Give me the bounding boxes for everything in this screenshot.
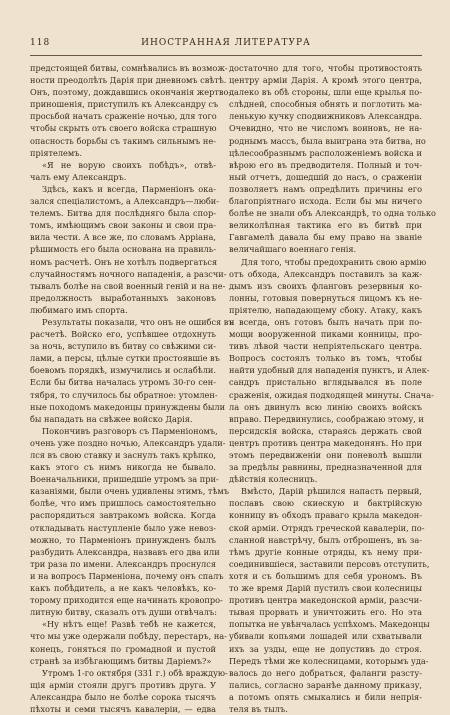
text-line: величайшаго военнаго генія. bbox=[229, 244, 357, 255]
text-line: ла онъ двинулъ всю линію своихъ войскъ bbox=[229, 401, 422, 412]
text-line: тивъ лѣвой части непріятельскаго центра. bbox=[229, 341, 422, 352]
text-line: хотя и съ большимъ для себя урономъ. Въ bbox=[229, 570, 422, 581]
text-line: предстоящей битвы, сомнѣвались въ возмож- bbox=[30, 63, 228, 73]
text-line: торому приходится еще начинать кровопро- bbox=[30, 595, 223, 606]
text-line: вѣрою его въ предводителя. Полный и точ- bbox=[229, 159, 422, 170]
text-line: болѣе не знали объ Александрѣ, то одна только bbox=[229, 208, 436, 219]
text-line: за предѣлы равнины, предназначенной для bbox=[229, 462, 422, 473]
text-line: тѣмъ другіе конные отряды, къ нему при- bbox=[229, 546, 422, 557]
text-line: персидскія войска, стараясь держать свой bbox=[229, 425, 422, 436]
left-column bbox=[30, 62, 234, 714]
text-line: слѣдней, способныя обнять и поглотить ма- bbox=[229, 99, 422, 110]
text-line: Если бы битва началась утромъ 30-го сен- bbox=[30, 377, 216, 388]
text-line: болѣе, что имъ пришлось самостоятельно bbox=[30, 498, 216, 509]
text-line: валось до него добраться, фаланги разсту- bbox=[229, 667, 422, 678]
text-line: лонны, готовыя повернуться лицомъ къ не- bbox=[229, 292, 422, 303]
text-line: а потомъ опять смыкались и били непрія- bbox=[229, 691, 422, 702]
text-line: противъ центра македонской арміи, разсчи- bbox=[229, 595, 422, 606]
text-line: номъ расчетѣ. Онъ не хотѣлъ подвергаться bbox=[30, 256, 218, 267]
text-line: Утромъ 1-го октября (331 г.) обѣ враждую- bbox=[42, 667, 228, 678]
text-line: роднымъ массъ, была выиграна эта битва, но bbox=[229, 135, 426, 146]
text-line: какъ этого съ нимъ никогда не бывало. bbox=[30, 462, 216, 473]
text-line: сланной навстрѣчу, былъ отброшенъ, въ за- bbox=[229, 534, 422, 545]
text-line: лся въ свою ставку и заснулъ такъ крѣпко, bbox=[30, 450, 216, 460]
text-line: ской арміи. Отрядъ греческой кавалеріи, по- bbox=[229, 522, 425, 533]
text-line: позволяетъ намъ опредѣлить причины его bbox=[229, 183, 422, 194]
text-line: приношенія, приступилъ къ Александру съ bbox=[30, 99, 219, 110]
page-number: 118 bbox=[30, 38, 51, 48]
text-line: и на вопросъ Парменіона, почему онъ спалъ bbox=[30, 570, 224, 581]
text-line: за ночь, вступило въ битву со свѣжими си- bbox=[30, 341, 216, 352]
text-line: Передъ тѣми же колесницами, которымъ уда- bbox=[229, 655, 429, 666]
text-line: тября, то случилось бы обратное: утомлен- bbox=[30, 389, 218, 400]
text-line: этомъ передвиженіи они поневолѣ вышли bbox=[229, 450, 422, 460]
text-line: сандръ пристально вглядывался въ поле bbox=[229, 377, 422, 388]
text-line: разбудить Александра, назвавъ его два или bbox=[30, 546, 220, 557]
text-line: распорядиться завтракомъ войска. Когда bbox=[30, 510, 216, 521]
text-line: конницу въ обходъ праваго крыла македон- bbox=[229, 510, 422, 521]
text-line: теля въ тылъ. bbox=[229, 703, 288, 714]
text-line: просьбой начать сраженіе ночью, для того bbox=[30, 111, 217, 122]
text-line: вила чести. А все же, по словамъ Арріана, bbox=[30, 232, 216, 243]
right-column bbox=[229, 62, 436, 714]
text-line: тывалъ болѣе на свой военный геній и на не- bbox=[30, 280, 226, 291]
text-line: дымъ изъ своихъ фланговъ резервныя ко- bbox=[229, 280, 422, 291]
text-line: какъ побѣдитель, а не какъ человѣкъ, ко- bbox=[30, 583, 216, 594]
text-line: пріятелю, нападающему сбоку. Атаку, какъ bbox=[229, 304, 422, 315]
text-line: Для того, чтобы предохранить свою армію bbox=[241, 256, 427, 267]
text-line: пѣхоты и семи тысячъ кавалеріи, — едва bbox=[30, 703, 216, 714]
text-line: боевомъ порядкѣ, измучились и ослабѣли. bbox=[30, 365, 216, 376]
text-line: найти удобный для нападенія пунктъ, и Алек- bbox=[229, 365, 430, 376]
text-line: то же время Дарій пустилъ свои колесницы bbox=[229, 583, 422, 594]
text-line: цѣлесообразнымъ расположеніемъ войска и bbox=[229, 147, 422, 158]
text-line: центру арміи Дарія. А кромѣ этого центра, bbox=[229, 75, 422, 86]
text-line: «Я не ворую своихъ побѣдъ», отвѣ- bbox=[42, 159, 216, 170]
text-line: любимаго имъ спорта. bbox=[30, 304, 128, 315]
text-line: достаточно для того, чтобы противостоять bbox=[229, 63, 422, 73]
text-line: Очевидно, что не числомъ воиновъ, не на- bbox=[229, 123, 422, 134]
text-line: томъ, имѣющимъ свои законы и свои пра- bbox=[30, 220, 216, 231]
text-line: пославъ свою скиѳскую и бактрійскую bbox=[229, 498, 422, 509]
text-line: благопріятнаго исхода. Если бы мы ничего bbox=[229, 196, 422, 207]
text-line: чалъ ему Александръ. bbox=[30, 171, 127, 182]
text-line: Вопросъ состоялъ только въ томъ, чтобы bbox=[229, 353, 422, 364]
header-rule bbox=[30, 55, 422, 56]
text-line: зался спеціалистомъ, а Александръ—люби- bbox=[30, 196, 219, 207]
text-line: тывая прорвать и уничтожить его. Но эта bbox=[229, 607, 422, 618]
text-line: рѣшимость его была основана на правиль- bbox=[30, 244, 216, 255]
text-line: бы нападать на свѣжее войско Дарія. bbox=[30, 413, 193, 424]
text-line: пріятелемъ. bbox=[30, 147, 83, 158]
text-line: Покончивъ разговоръ съ Парменіономъ, bbox=[42, 425, 218, 436]
text-line: лами, а персы, цѣлые сутки простоявшіе въ bbox=[30, 353, 220, 364]
text-line: опасность борьбы съ такимъ сильнымъ не- bbox=[30, 135, 216, 146]
text-line: странѣ за избѣгающимъ битвы Даріемъ?» bbox=[30, 655, 212, 666]
text-line: дѣйствія колесницъ. bbox=[229, 474, 318, 485]
text-line: Александра было не болѣе сорока тысячъ bbox=[30, 691, 216, 702]
text-line: телемъ. Битва для послѣдняго была спор- bbox=[30, 208, 216, 219]
text-line: центръ противъ центра македонянъ. Но при bbox=[229, 437, 422, 448]
text-line: ности преодолѣть Дарія при дневномъ свѣтѣ. bbox=[30, 75, 227, 86]
text-line: попытка не увѣнчалась успѣхомъ. Македонцы bbox=[229, 619, 430, 630]
text-line: ленькую кучку сподвижниковъ Александра. bbox=[229, 111, 422, 122]
text-line: что мы уже одержали побѣду, перестаръ, на- bbox=[30, 631, 227, 642]
text-line: Здѣсь, какъ и всегда, Парменіонъ ока- bbox=[42, 183, 216, 194]
text-line: Результаты показали, что онъ не ошибся въ bbox=[42, 316, 234, 327]
text-line: ные походомъ македонцы принуждены были bbox=[30, 401, 226, 412]
text-line: предолжность выработанныхъ законовъ bbox=[30, 292, 216, 303]
text-line: можно, то Парменіонъ принужденъ былъ bbox=[30, 534, 216, 545]
text-line: великолѣпная тактика его въ битвѣ при bbox=[229, 220, 422, 231]
text-line: откладывать наступленіе было уже невоз- bbox=[30, 522, 216, 533]
text-line: сраженія, ожидая подходящей минуты. Снача- bbox=[229, 389, 434, 400]
text-line: и всегда, онъ готовъ былъ начать при по- bbox=[229, 316, 422, 327]
text-line: казаніями, были очень удивлены этимъ, тѣмъ bbox=[30, 486, 229, 497]
text-line: Вмѣсто, Дарій рѣшился напасть первый, bbox=[241, 486, 422, 497]
text-line: щія арміи стояли другъ противъ друга. У bbox=[30, 679, 216, 690]
running-title: ИНОСТРАННАЯ ЛИТЕРАТУРА bbox=[141, 38, 311, 48]
text-line: «Ну нѣтъ еще! Развѣ тебѣ не кажется, bbox=[42, 619, 216, 630]
text-line: Военачальники, пришедшіе утромъ за при- bbox=[30, 474, 219, 485]
text-line: чтобы скрыть отъ своего войска страшную bbox=[30, 123, 217, 134]
text-line: литную битву, сказалъ отъ души отвѣчалъ: bbox=[30, 607, 217, 618]
text-line: вправо. Передвинулись, соображаю этому, и bbox=[229, 413, 424, 424]
text-line: ихъ за узды, еще не допустивъ до строя. bbox=[229, 643, 422, 654]
text-line: соединившіеся, заставили персовъ отступить, bbox=[229, 558, 430, 569]
text-line: ный отчетъ, дошедшій до насъ, о сраженіи bbox=[229, 171, 422, 182]
running-header bbox=[30, 38, 422, 56]
text-line: конецъ, гоняться по громадной и пустой bbox=[30, 643, 216, 654]
text-line: расчетѣ. Войско его, успѣвшее отдохнуть bbox=[30, 329, 216, 340]
text-line: отъ обхода, Александръ поставилъ за каж- bbox=[229, 268, 422, 279]
text-line: очень уже поздно ночью, Александръ удали- bbox=[30, 437, 226, 448]
text-line: Онъ, поэтому, дождавшись окончанія жертво- bbox=[30, 87, 232, 98]
text-line: далеко въ обѣ стороны, шли еще крылья по- bbox=[229, 87, 422, 98]
text-line: убивали копьями лошадей или схватывали bbox=[229, 631, 422, 642]
text-line: Гавгамелѣ давала бы ему право на званіе bbox=[229, 232, 422, 243]
text-line: случайностямъ ночного нападенія, а разсчи- bbox=[30, 268, 227, 279]
text-line: пались, согласно заранѣе данному приказу, bbox=[229, 679, 422, 690]
text-line: три раза по имени. Александръ проснулся bbox=[30, 558, 216, 569]
text-line: мощи вооруженной пиками конницы, про- bbox=[229, 329, 422, 340]
